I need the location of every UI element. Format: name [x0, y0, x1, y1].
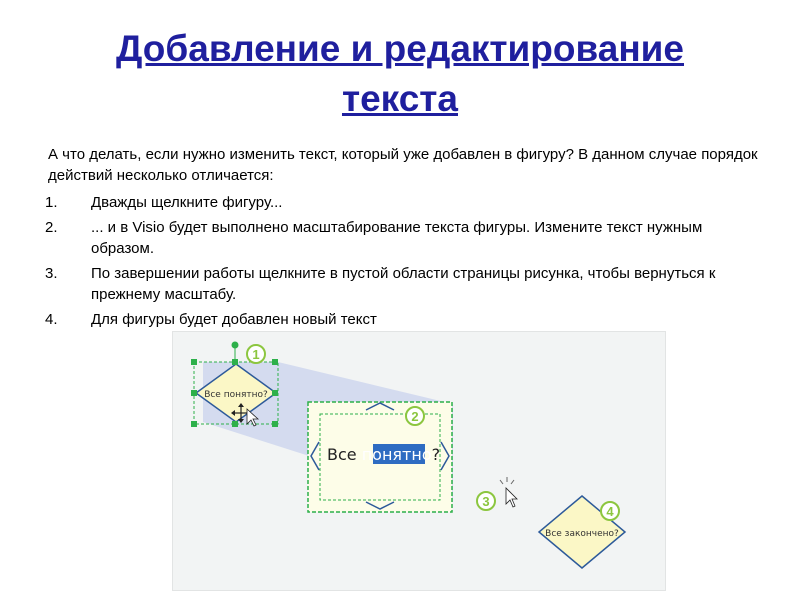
- step-text: Для фигуры будет добавлен новый текст: [91, 311, 377, 328]
- step-number: 4.: [45, 311, 58, 328]
- zoomed-shape-text[interactable]: Все понятно?: [327, 445, 441, 464]
- step-number: 3.: [45, 265, 58, 282]
- selection-handle[interactable]: [232, 421, 238, 427]
- click-cursor-icon: [500, 477, 517, 507]
- callout-4: [601, 502, 619, 520]
- selection-handle[interactable]: [272, 359, 278, 365]
- callout-1: [247, 345, 265, 363]
- title-line-1: Добавление и редактирование: [115, 28, 684, 69]
- callout-2: [406, 407, 424, 425]
- list-item: [45, 263, 765, 305]
- slide-title: [0, 24, 800, 124]
- selection-handle[interactable]: [272, 390, 278, 396]
- selection-handle[interactable]: [191, 390, 197, 396]
- title-line-2: текста: [341, 78, 458, 119]
- shape-2-zoomed[interactable]: [308, 402, 452, 512]
- step-text: По завершении работы щелкните в пустой области страницы рисунка, чтобы вернуться к прежнему масштабу.: [91, 265, 716, 303]
- intro-paragraph: А что делать, если нужно изменить текст, который уже добавлен в фигуру? В данном случае порядок действий несколько отличается:: [48, 146, 758, 184]
- selection-handle[interactable]: [272, 421, 278, 427]
- callout-3: [477, 492, 495, 510]
- steps-list: [45, 192, 765, 334]
- shape-1-text: Все понятно?: [204, 390, 268, 400]
- callout-4-number: 4: [606, 504, 614, 519]
- step-number: 2.: [45, 219, 58, 236]
- selection-handle[interactable]: [191, 359, 197, 365]
- step-number: 1.: [45, 194, 58, 211]
- selection-handle[interactable]: [191, 421, 197, 427]
- list-item: [45, 192, 765, 213]
- step-text: Дважды щелкните фигуру...: [91, 194, 283, 211]
- step-text: ... и в Visio будет выполнено масштабирование текста фигуры. Измените текст нужным образом.: [91, 219, 703, 257]
- selection-handle[interactable]: [232, 359, 238, 365]
- callout-3-number: 3: [482, 494, 490, 509]
- visio-illustration: [172, 331, 666, 591]
- shape-4-text: Все закончено?: [545, 529, 619, 539]
- illustration-canvas: [173, 332, 665, 590]
- callout-2-number: 2: [411, 409, 419, 424]
- list-item: [45, 217, 765, 259]
- callout-1-number: 1: [252, 347, 260, 362]
- list-item: [45, 309, 765, 330]
- rotation-handle[interactable]: [232, 342, 239, 349]
